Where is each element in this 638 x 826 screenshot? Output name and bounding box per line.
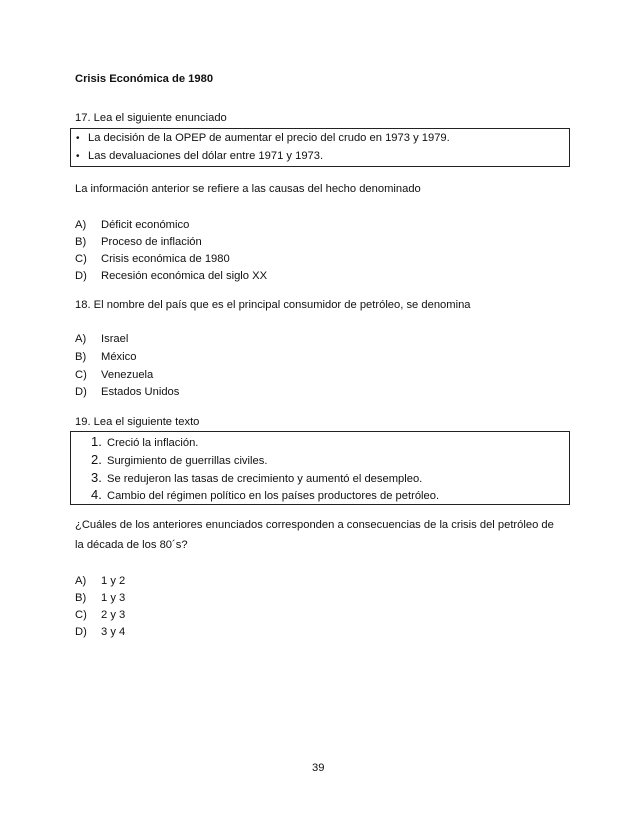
statement-text: Surgimiento de guerrillas civiles.	[107, 455, 268, 467]
question-19-prompt: 19. Lea el siguiente texto	[75, 416, 200, 428]
option-letter: D)	[75, 626, 87, 638]
option-text: 1 y 2	[101, 575, 126, 587]
option-text: Crisis económica de 1980	[101, 253, 230, 265]
option-letter: D)	[75, 270, 87, 282]
question-19-text-line1: ¿Cuáles de los anteriores enunciados corresponden a consecuencias de la crisis del petróleo de	[75, 519, 554, 531]
option-text: Déficit económico	[101, 219, 190, 231]
option-letter: C)	[75, 253, 87, 265]
option-letter: B)	[75, 236, 87, 248]
item-number: 4.	[91, 487, 102, 502]
option-text: 2 y 3	[101, 609, 126, 621]
item-number: 1.	[91, 434, 102, 449]
statement-text: La decisión de la OPEP de aumentar el precio del crudo en 1973 y 1979.	[88, 132, 450, 144]
statement-item	[76, 132, 450, 144]
option-letter: A)	[75, 219, 87, 231]
option-letter: D)	[75, 386, 87, 398]
question-18-prompt: 18. El nombre del país que es el principal consumidor de petróleo, se denomina	[75, 299, 471, 311]
question-17-text: La información anterior se refiere a las causas del hecho denominado	[75, 183, 421, 195]
question-19-statement-box	[70, 431, 570, 505]
option-text: Recesión económica del siglo XX	[101, 270, 268, 282]
option-letter: C)	[75, 369, 87, 381]
question-17-statement-box	[70, 128, 570, 167]
option-text: Venezuela	[101, 369, 154, 381]
statement-item	[91, 487, 439, 502]
option-text: 1 y 3	[101, 592, 126, 604]
statement-text: Las devaluaciones del dólar entre 1971 y 1973.	[88, 150, 324, 162]
bullet-icon: •	[76, 151, 80, 162]
statement-item	[91, 452, 267, 467]
statement-item	[76, 150, 323, 162]
statement-text: Se redujeron las tasas de crecimiento y aumentó el desempleo.	[107, 473, 423, 485]
option-text: Israel	[101, 333, 129, 345]
option-text: México	[101, 351, 137, 363]
option-text: 3 y 4	[101, 626, 126, 638]
option-letter: B)	[75, 592, 87, 604]
statement-item	[91, 434, 198, 449]
item-number: 2.	[91, 452, 102, 467]
option-letter: A)	[75, 575, 87, 587]
question-19-text-line2: la década de los 80´s?	[75, 539, 188, 551]
bullet-icon: •	[76, 133, 80, 144]
option-letter: B)	[75, 351, 87, 363]
option-letter: C)	[75, 609, 87, 621]
item-number: 3.	[91, 470, 102, 485]
statement-text: Cambio del régimen político en los países productores de petróleo.	[107, 490, 440, 502]
question-17-prompt: 17. Lea el siguiente enunciado	[75, 112, 227, 124]
option-text: Proceso de inflación	[101, 236, 202, 248]
option-letter: A)	[75, 333, 87, 345]
section-title: Crisis Económica de 1980	[75, 73, 214, 85]
page-number: 39	[312, 762, 325, 774]
statement-text: Creció la inflación.	[107, 437, 199, 449]
statement-item	[91, 470, 422, 485]
option-text: Estados Unidos	[101, 386, 180, 398]
